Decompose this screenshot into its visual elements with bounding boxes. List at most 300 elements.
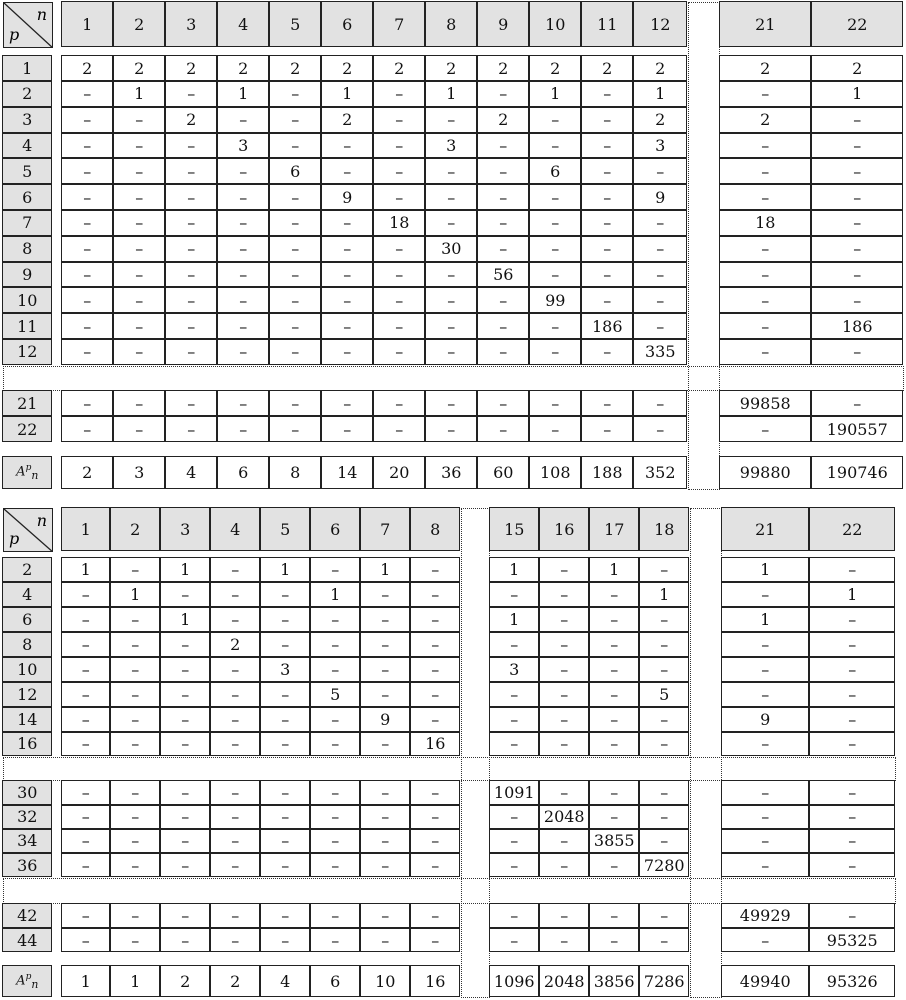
column-header: 5 — [269, 1, 321, 47]
table-cell: – — [61, 928, 110, 953]
table-cell: – — [110, 928, 160, 953]
column-header: 1 — [61, 507, 110, 551]
table-cell: – — [210, 707, 260, 732]
table-cell: – — [410, 707, 460, 732]
table-cell: – — [633, 390, 687, 416]
table-cell: – — [165, 313, 217, 339]
table-cell: – — [811, 133, 903, 159]
row-header: 14 — [2, 707, 52, 732]
table-cell: – — [633, 416, 687, 442]
table-cell: – — [113, 107, 165, 133]
table-cell: – — [165, 158, 217, 184]
table-cell: 6 — [269, 158, 321, 184]
table-cell: – — [639, 780, 689, 804]
table-cell: 2 — [719, 55, 811, 81]
table-cell: – — [113, 236, 165, 262]
row-header: 8 — [2, 632, 52, 657]
table-cell: – — [539, 732, 589, 757]
table-cell: – — [310, 607, 360, 632]
table-cell: – — [165, 133, 217, 159]
table-cell: – — [489, 632, 539, 657]
table-cell: – — [217, 390, 269, 416]
table-cell: – — [719, 133, 811, 159]
table-cell: – — [360, 607, 410, 632]
table-cell: – — [269, 81, 321, 107]
table-cell: – — [113, 339, 165, 365]
table-cell: – — [477, 339, 529, 365]
table-cell: – — [260, 632, 310, 657]
table-cell: 1091 — [489, 780, 539, 804]
table-cell: – — [360, 732, 410, 757]
table-cell: – — [721, 780, 809, 804]
table-cell: – — [539, 780, 589, 804]
table-cell: – — [110, 682, 160, 707]
table-cell: – — [589, 707, 639, 732]
table-cell: – — [269, 313, 321, 339]
column-gap — [461, 508, 490, 998]
table-cell: – — [809, 632, 895, 657]
table-cell: – — [210, 928, 260, 953]
table-cell: – — [410, 805, 460, 829]
table-cell: – — [639, 928, 689, 953]
table-cell: – — [113, 390, 165, 416]
table-cell: 1 — [110, 582, 160, 607]
table-cell: 1 — [260, 557, 310, 582]
table-cell: – — [425, 184, 477, 210]
row-header: 6 — [2, 184, 52, 210]
table-cell: – — [410, 780, 460, 804]
table-cell: 5 — [639, 682, 689, 707]
table-cell: – — [489, 829, 539, 853]
table-cell: – — [477, 184, 529, 210]
table-cell: – — [310, 928, 360, 953]
table-cell: 1 — [160, 557, 210, 582]
table-cell: – — [809, 805, 895, 829]
table-cell: 3855 — [589, 829, 639, 853]
table-cell: – — [477, 416, 529, 442]
table-cell: – — [639, 903, 689, 928]
table-cell: – — [61, 632, 110, 657]
table-cell: – — [61, 582, 110, 607]
column-header: 4 — [217, 1, 269, 47]
table-cell: – — [589, 657, 639, 682]
row-header: 36 — [2, 853, 52, 877]
row-gap — [3, 366, 904, 391]
table-cell: – — [217, 210, 269, 236]
table-cell: 2 — [719, 107, 811, 133]
table-cell: – — [217, 184, 269, 210]
table-cell: – — [321, 158, 373, 184]
table-cell: – — [360, 805, 410, 829]
table-cell: – — [581, 390, 633, 416]
table-cell: – — [639, 557, 689, 582]
table-cell: – — [269, 210, 321, 236]
table-cell: – — [539, 557, 589, 582]
table-cell: – — [260, 582, 310, 607]
column-header: 8 — [410, 507, 460, 551]
table-cell: – — [61, 707, 110, 732]
table-cell: – — [811, 262, 903, 288]
table-cell: 1 — [633, 81, 687, 107]
table-cell: 95325 — [809, 928, 895, 953]
table-cell: – — [581, 262, 633, 288]
table-cell: – — [633, 236, 687, 262]
table-cell: – — [61, 682, 110, 707]
row-header: 42 — [2, 903, 52, 928]
table-cell: – — [217, 262, 269, 288]
table-cell: 1 — [360, 557, 410, 582]
table-cell: – — [589, 682, 639, 707]
table-cell: – — [360, 903, 410, 928]
column-header: 7 — [373, 1, 425, 47]
column-gap — [690, 508, 722, 998]
table-cell: – — [489, 732, 539, 757]
table-cell: – — [425, 313, 477, 339]
table-cell: – — [589, 780, 639, 804]
table-cell: 3 — [217, 133, 269, 159]
table-cell: – — [410, 928, 460, 953]
table-cell: 9 — [360, 707, 410, 732]
table-cell: – — [321, 236, 373, 262]
table-cell: – — [260, 928, 310, 953]
total-cell: 36 — [425, 456, 477, 489]
table-cell: – — [639, 805, 689, 829]
table-cell: – — [581, 339, 633, 365]
table-cell: – — [639, 732, 689, 757]
table-cell: – — [310, 707, 360, 732]
total-cell: 4 — [260, 965, 310, 997]
table-cell: – — [529, 262, 581, 288]
table-cell: 1 — [489, 607, 539, 632]
table-cell: – — [477, 210, 529, 236]
total-cell: 95326 — [809, 965, 895, 997]
table-cell: – — [529, 184, 581, 210]
table-cell: – — [639, 632, 689, 657]
table-cell: 18 — [373, 210, 425, 236]
table-cell: – — [210, 780, 260, 804]
row-header: 2 — [2, 557, 52, 582]
table-cell: – — [721, 682, 809, 707]
table-cell: – — [160, 805, 210, 829]
table-cell: – — [110, 853, 160, 877]
table-cell: – — [360, 682, 410, 707]
table-cell: – — [410, 829, 460, 853]
total-row-header — [2, 456, 52, 489]
column-header: 11 — [581, 1, 633, 47]
table-cell: – — [581, 287, 633, 313]
table-cell: – — [110, 707, 160, 732]
table-cell: – — [210, 903, 260, 928]
table-cell: – — [113, 133, 165, 159]
table-cell: – — [260, 732, 310, 757]
row-header: 12 — [2, 682, 52, 707]
table-cell: – — [529, 236, 581, 262]
column-header: 3 — [160, 507, 210, 551]
table-cell: 2 — [165, 107, 217, 133]
column-header: 5 — [260, 507, 310, 551]
table-cell: – — [210, 805, 260, 829]
table-cell: – — [61, 339, 113, 365]
table-cell: – — [61, 903, 110, 928]
table-cell: – — [61, 81, 113, 107]
table-cell: 1 — [321, 81, 373, 107]
table-cell: – — [360, 928, 410, 953]
table-cell: 2 — [269, 55, 321, 81]
table-cell: – — [539, 607, 589, 632]
table-cell: – — [589, 853, 639, 877]
column-header: 7 — [360, 507, 410, 551]
table-cell: – — [269, 184, 321, 210]
total-cell: 7286 — [639, 965, 689, 997]
total-cell: 14 — [321, 456, 373, 489]
table-cell: – — [719, 339, 811, 365]
table-cell: – — [310, 780, 360, 804]
total-cell: 49940 — [721, 965, 809, 997]
table-cell: 2 — [477, 107, 529, 133]
table-cell: – — [217, 313, 269, 339]
column-header: 21 — [721, 507, 809, 551]
table-cell: 2 — [321, 55, 373, 81]
table-cell: – — [425, 416, 477, 442]
column-header: 6 — [321, 1, 373, 47]
column-header: 3 — [165, 1, 217, 47]
table-cell: – — [539, 928, 589, 953]
table-cell: 1 — [721, 557, 809, 582]
table-cell: – — [809, 682, 895, 707]
table-cell: – — [489, 903, 539, 928]
table-cell: – — [809, 657, 895, 682]
table-cell: – — [373, 133, 425, 159]
table-cell: – — [110, 780, 160, 804]
table-cell: – — [589, 582, 639, 607]
table-cell: 9 — [721, 707, 809, 732]
table-cell: – — [539, 707, 589, 732]
table-cell: 2 — [113, 55, 165, 81]
table-cell: 2 — [477, 55, 529, 81]
table-cell: – — [529, 339, 581, 365]
table-cell: 1 — [310, 582, 360, 607]
table-cell: – — [373, 107, 425, 133]
table-cell: – — [410, 557, 460, 582]
table-cell: – — [811, 158, 903, 184]
table-cell: 49929 — [721, 903, 809, 928]
total-sub: n — [31, 469, 39, 483]
table-cell: – — [61, 210, 113, 236]
total-cell: 16 — [410, 965, 460, 997]
table-cell: – — [719, 262, 811, 288]
table-cell: – — [539, 657, 589, 682]
table-cell: – — [581, 210, 633, 236]
table-cell: 2 — [373, 55, 425, 81]
table-cell: – — [110, 903, 160, 928]
table-cell: – — [633, 210, 687, 236]
table-cell: – — [811, 390, 903, 416]
row-header: 3 — [2, 107, 52, 133]
table-cell: 2 — [321, 107, 373, 133]
table-cell: – — [110, 632, 160, 657]
table-cell: – — [489, 582, 539, 607]
table-cell: – — [160, 682, 210, 707]
table-cell: 99 — [529, 287, 581, 313]
table-cell: 2 — [811, 55, 903, 81]
table-cell: – — [61, 133, 113, 159]
total-cell: 10 — [360, 965, 410, 997]
table-cell: – — [360, 657, 410, 682]
table-cell: – — [425, 158, 477, 184]
table-cell: – — [269, 262, 321, 288]
p-label: p — [9, 25, 20, 44]
table-cell: – — [61, 313, 113, 339]
table-cell: 2 — [165, 55, 217, 81]
row-header: 4 — [2, 133, 52, 159]
row-header: 34 — [2, 829, 52, 853]
table-cell: – — [539, 903, 589, 928]
table-cell: – — [210, 829, 260, 853]
table-cell: 2 — [61, 55, 113, 81]
table-cell: – — [589, 607, 639, 632]
table-cell: – — [581, 158, 633, 184]
table-cell: – — [269, 287, 321, 313]
table-cell: – — [719, 184, 811, 210]
row-header: 4 — [2, 582, 52, 607]
table-cell: – — [477, 287, 529, 313]
table-cell: – — [160, 582, 210, 607]
table-cell: – — [217, 107, 269, 133]
column-header: 2 — [113, 1, 165, 47]
table-cell: – — [165, 390, 217, 416]
table-cell: 5 — [310, 682, 360, 707]
table-cell: – — [110, 805, 160, 829]
column-header: 21 — [719, 1, 811, 47]
table-cell: 186 — [581, 313, 633, 339]
table-cell: – — [477, 133, 529, 159]
total-cell: 6 — [310, 965, 360, 997]
table-cell: – — [539, 632, 589, 657]
table-cell: – — [61, 732, 110, 757]
table-cell: – — [410, 582, 460, 607]
table-cell: – — [721, 853, 809, 877]
table-cell: – — [425, 210, 477, 236]
table-cell: – — [269, 416, 321, 442]
table-cell: 2048 — [539, 805, 589, 829]
total-cell: 6 — [217, 456, 269, 489]
table-cell: – — [719, 236, 811, 262]
table-cell: – — [165, 262, 217, 288]
table-cell: – — [719, 416, 811, 442]
table-cell: – — [721, 732, 809, 757]
table-cell: – — [61, 607, 110, 632]
table-cell: – — [719, 81, 811, 107]
table-cell: – — [809, 732, 895, 757]
column-header: 17 — [589, 507, 639, 551]
table-cell: – — [589, 632, 639, 657]
table-cell: – — [321, 262, 373, 288]
table-cell: – — [811, 236, 903, 262]
table-cell: – — [260, 607, 310, 632]
table-cell: – — [633, 262, 687, 288]
total-label: A — [16, 464, 26, 480]
table-cell: – — [477, 158, 529, 184]
row-header: 21 — [2, 390, 52, 416]
table-cell: – — [160, 657, 210, 682]
table-cell: – — [210, 607, 260, 632]
table-cell: – — [210, 682, 260, 707]
table-cell: – — [809, 557, 895, 582]
n-label: n — [36, 5, 47, 24]
table-cell: 2 — [425, 55, 477, 81]
table-cell: – — [360, 853, 410, 877]
table-cell: – — [425, 339, 477, 365]
column-header: 12 — [633, 1, 687, 47]
table-cell: – — [110, 657, 160, 682]
table-cell: – — [477, 390, 529, 416]
row-header: 8 — [2, 236, 52, 262]
total-cell: 188 — [581, 456, 633, 489]
table-cell: – — [61, 184, 113, 210]
total-cell: 1 — [110, 965, 160, 997]
table-cell: – — [410, 657, 460, 682]
column-header: 8 — [425, 1, 477, 47]
table-cell: – — [269, 390, 321, 416]
table-cell: – — [160, 632, 210, 657]
table-cell: – — [721, 928, 809, 953]
table-cell: – — [110, 829, 160, 853]
table-cell: – — [373, 313, 425, 339]
table-cell: – — [489, 928, 539, 953]
table-cell: – — [210, 853, 260, 877]
table-cell: – — [639, 707, 689, 732]
table-cell: – — [269, 236, 321, 262]
row-header: 1 — [2, 55, 52, 81]
row-header: 11 — [2, 313, 52, 339]
table-cell: – — [373, 184, 425, 210]
table-cell: – — [721, 582, 809, 607]
table-cell: – — [160, 732, 210, 757]
table-cell: – — [310, 632, 360, 657]
table-cell: – — [310, 557, 360, 582]
corner-header — [3, 2, 53, 48]
table-cell: – — [321, 339, 373, 365]
table-cell: 18 — [719, 210, 811, 236]
table-cell: – — [310, 657, 360, 682]
total-sup: p — [25, 463, 32, 474]
table-cell: 2 — [217, 55, 269, 81]
table-cell: 2 — [581, 55, 633, 81]
total-cell: 3856 — [589, 965, 639, 997]
table-cell: – — [160, 853, 210, 877]
table-cell: – — [589, 732, 639, 757]
table-cell: – — [581, 416, 633, 442]
table-cell: – — [539, 682, 589, 707]
table-cell: – — [269, 339, 321, 365]
table-cell: – — [477, 236, 529, 262]
table-cell: – — [165, 210, 217, 236]
table-cell: – — [373, 81, 425, 107]
total-cell: 2 — [160, 965, 210, 997]
total-cell: 352 — [633, 456, 687, 489]
table-cell: – — [477, 81, 529, 107]
table-cell: – — [210, 582, 260, 607]
column-header: 9 — [477, 1, 529, 47]
table-cell: 186 — [811, 313, 903, 339]
table-cell: – — [61, 158, 113, 184]
row-header: 10 — [2, 657, 52, 682]
table-cell: – — [260, 805, 310, 829]
table-cell: – — [373, 287, 425, 313]
table-cell: – — [160, 928, 210, 953]
table-cell: – — [809, 607, 895, 632]
table-cell: 30 — [425, 236, 477, 262]
